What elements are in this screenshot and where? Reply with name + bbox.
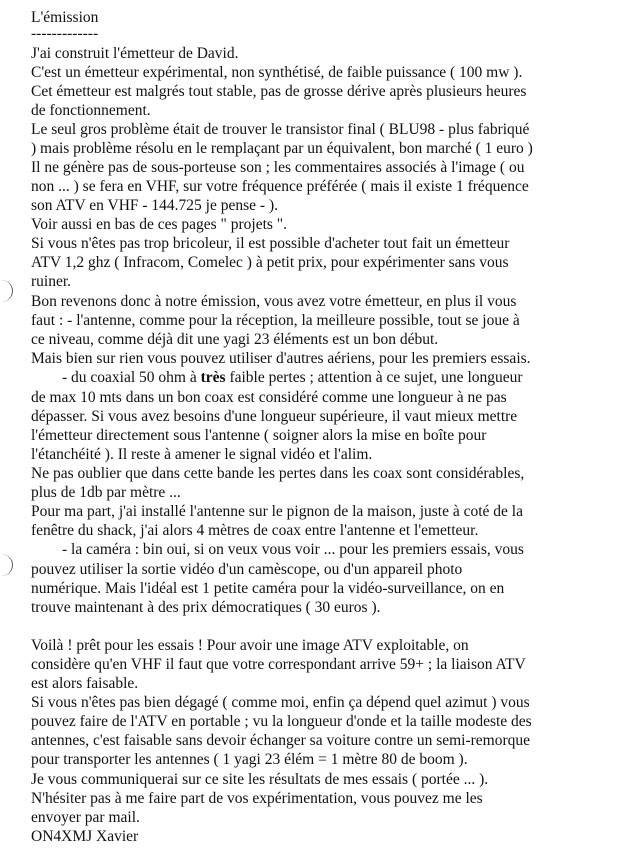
text-line: J'ai construit l'émetteur de David. (31, 45, 239, 62)
text-line: trouve maintenant à des prix démocratiques ( 30 euros ). (31, 599, 381, 616)
text-line: Cet émetteur est malgrés tout stable, pas de grosse dérive après plusieurs heures (31, 83, 527, 100)
text-line: Il ne génère pas de sous-porteuse son ; les commentaires associés à l'image ( ou (31, 159, 525, 176)
text-line: Voilà ! prêt pour les essais ! Pour avoir une image ATV exploitable, on (31, 637, 469, 654)
text-line: fenêtre du shack, j'ai alors 4 mètres de coax entre l'antenne et l'emetteur. (31, 522, 479, 539)
punch-hole-mark (0, 554, 13, 576)
text-line: Je vous communiquerai sur ce site les résultats de mes essais ( portée ... ). (31, 771, 489, 788)
text-line: l'étanchéité ). Il reste à amener le signal vidéo et l'alim. (31, 446, 373, 463)
text-line: plus de 1db par mètre ... (31, 484, 181, 501)
text-line: numérique. Mais l'idéal est 1 petite caméra pour la vidéo-surveillance, on en (31, 580, 505, 597)
text-line: Voir aussi en bas de ces pages " projets ". (31, 216, 288, 233)
text-line: C'est un émetteur expérimental, non synthétisé, de faible puissance ( 100 mw ). (31, 64, 523, 81)
text-line: l'émetteur directement sous l'antenne ( soigner alors la mise en boîte pour (31, 427, 487, 444)
text-line: pouvez faire de l'ATV en portable ; vu la longueur d'onde et la taille modeste des (31, 713, 532, 730)
coax-line-suffix: faible pertes ; attention à ce sujet, une longueur (225, 369, 523, 386)
text-line: dépasser. Si vous avez besoins d'une longueur supérieure, il vaut mieux mettre (31, 408, 518, 425)
text-line: son ATV en VHF - 144.725 je pense - ). (31, 197, 278, 214)
text-line: est alors faisable. (31, 675, 139, 692)
text-line: ruiner. (31, 273, 72, 290)
title-underline: ------------- (31, 25, 99, 42)
text-line: Ne pas oublier que dans cette bande les pertes dans les coax sont considérables, (31, 465, 525, 482)
text-line: envoyer par mail. (31, 809, 140, 826)
text-line: faut : - l'antenne, comme pour la réception, la meilleure possible, tout se joue à (31, 312, 520, 329)
text-line: considère qu'en VHF il faut que votre correspondant arrive 59+ ; la liaison ATV (31, 656, 526, 673)
text-line: pouvez utiliser la sortie vidéo d'un camèscope, ou d'un appareil photo (31, 561, 463, 578)
text-line: antennes, c'est faisable sans devoir échanger sa voiture contre un semi-remorque (31, 732, 531, 749)
text-line: Si vous n'êtes pas bien dégagé ( comme moi, enfin ça dépend quel azimut ) vous (31, 694, 530, 711)
text-line: N'hésiter pas à me faire part de vos expérimentation, vous pouvez me les (31, 790, 483, 807)
page-title: L'émission (31, 9, 99, 26)
text-line: ce niveau, comme déjà dit une yagi 23 éléments est un bon début. (31, 331, 439, 348)
coax-line (62, 369, 523, 386)
text-line: non ... ) se fera en VHF, sur votre fréquence préférée ( mais il existe 1 fréquence (31, 178, 529, 195)
text-line: de max 10 mts dans un bon coax est considéré comme une longueur à ne pas (31, 389, 507, 406)
text-line: pour transporter les antennes ( 1 yagi 23 élém = 1 mètre 80 de boom ). (31, 751, 468, 768)
text-line: Si vous n'êtes pas trop bricoleur, il est possible d'acheter tout fait un émetteur (31, 235, 510, 252)
text-line: ATV 1,2 ghz ( Infracom, Comelec ) à petit prix, pour expérimenter sans vous (31, 254, 509, 271)
camera-line: - la caméra : bin oui, si on veux vous voir ... pour les premiers essais, vous (62, 541, 524, 558)
text-line: ) mais problème résolu en le remplaçant par un équivalent, bon marché ( 1 euro ) (31, 140, 533, 157)
text-line: de fonctionnement. (31, 102, 151, 119)
signature: ON4XMJ Xavier (31, 828, 139, 845)
text-line: Mais bien sur rien vous pouvez utiliser d'autres aériens, pour les premiers essais. (31, 350, 531, 367)
coax-line-prefix: - du coaxial 50 ohm à (62, 369, 201, 386)
coax-line-emphasis: très (200, 369, 226, 386)
text-line: Pour ma part, j'ai installé l'antenne sur le pignon de la maison, juste à coté de la (31, 503, 523, 520)
punch-hole-mark (0, 280, 13, 302)
text-line: Le seul gros problème était de trouver le transistor final ( BLU98 - plus fabriqué (31, 121, 530, 138)
text-line: Bon revenons donc à notre émission, vous avez votre émetteur, en plus il vous (31, 293, 517, 310)
